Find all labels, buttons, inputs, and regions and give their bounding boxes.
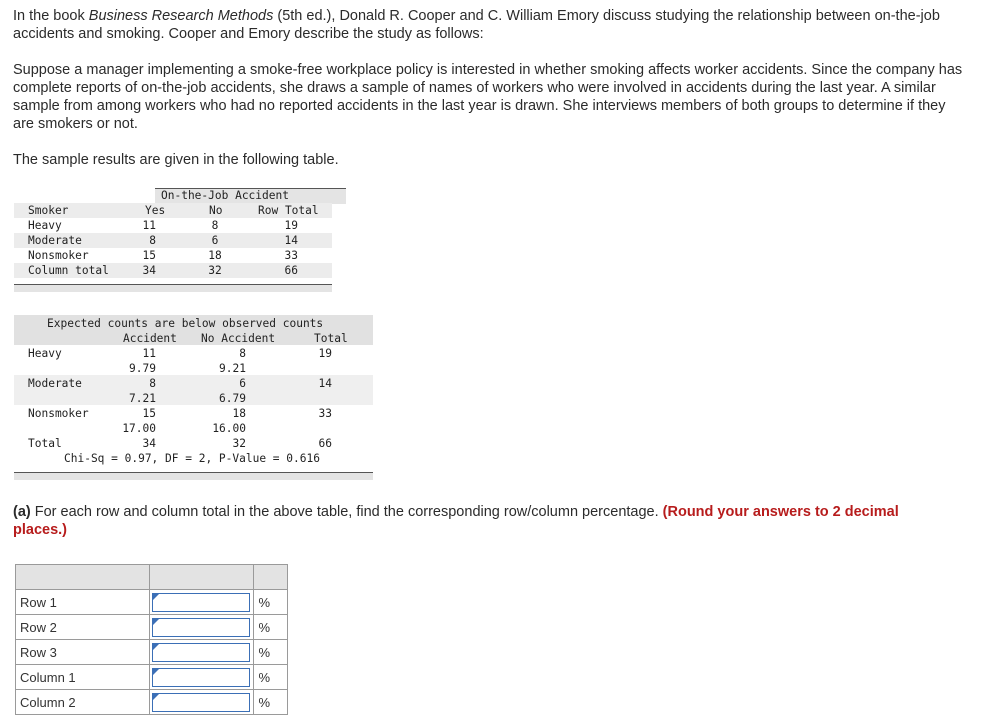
cell-value: 33 [284, 249, 298, 262]
expected-value: 9.21 [219, 362, 246, 375]
column-header: No Accident [201, 332, 276, 345]
total-value: 32 [232, 437, 246, 450]
cell-value: 19 [284, 219, 298, 232]
answer-row [16, 665, 288, 690]
row-label: Total [28, 437, 62, 450]
observed-value: 8 [239, 347, 246, 360]
answer-table [15, 564, 288, 715]
answer-input-column-2[interactable] [152, 693, 250, 712]
expected-counts-table [14, 315, 373, 480]
column-header: No [209, 204, 223, 217]
column-header: Accident [123, 332, 177, 345]
expected-value: 16.00 [212, 422, 246, 435]
total-value: 33 [318, 407, 332, 420]
row-label: Nonsmoker [28, 249, 89, 262]
expected-value: 9.79 [129, 362, 156, 375]
cell-value: 6 [211, 234, 219, 247]
answer-row [16, 590, 288, 615]
observed-value: 18 [232, 407, 246, 420]
input-marker-icon [153, 594, 159, 600]
cell-value: 32 [208, 264, 222, 277]
cell-value: 8 [149, 234, 156, 247]
answer-row [16, 640, 288, 665]
total-value: 34 [142, 437, 156, 450]
answer-table-header [16, 565, 288, 590]
answer-row-label: Row 1 [16, 590, 150, 615]
column-header: Total [314, 332, 348, 345]
observed-value: 8 [149, 377, 156, 390]
column-header: Yes [145, 204, 166, 217]
cell-value: 8 [211, 219, 219, 232]
percent-unit: % [254, 665, 288, 690]
total-value: 14 [318, 377, 332, 390]
total-value: 19 [318, 347, 332, 360]
rounding-instruction: (Round your answers to 2 decimal places.) [13, 504, 899, 538]
cell-value: 18 [208, 249, 222, 262]
cell-value: 11 [142, 219, 156, 232]
row-label: Moderate [28, 377, 82, 390]
table-row [14, 218, 332, 233]
total-value: 66 [318, 437, 332, 450]
cell-value: 66 [284, 264, 298, 277]
observed-value: 15 [142, 407, 156, 420]
question-a [13, 503, 953, 539]
observed-value: 6 [239, 377, 246, 390]
input-marker-icon [153, 619, 159, 625]
answer-row-label: Column 1 [16, 665, 150, 690]
answer-row [16, 690, 288, 715]
answer-input-row-3[interactable] [152, 643, 250, 662]
expected-value: 17.00 [122, 422, 156, 435]
intro-paragraph-2: Suppose a manager implementing a smoke-free workplace policy is interested in whether smoking affects worker accidents. Since the company has complete reports of on-the-job accidents, she draws a sample of names of workers who were involved in accidents during the last year. A similar sample from among workers who had no reported accidents in the last year is drawn. She interviews members of both groups to determine if they are smokers or not. [13, 62, 963, 132]
row-label: Nonsmoker [28, 407, 89, 420]
input-marker-icon [153, 644, 159, 650]
observed-value: 11 [142, 347, 156, 360]
input-marker-icon [153, 694, 159, 700]
table-row [14, 263, 332, 278]
observed-counts-table [14, 188, 332, 292]
table-footer-band [14, 472, 373, 480]
answer-input-column-1[interactable] [152, 668, 250, 687]
answer-row-label: Row 2 [16, 615, 150, 640]
percent-unit: % [254, 590, 288, 615]
row-header: Smoker [28, 204, 69, 217]
intro-text: In the book [13, 8, 89, 24]
answer-row-label: Column 2 [16, 690, 150, 715]
row-label: Heavy [28, 347, 62, 360]
answer-row [16, 615, 288, 640]
table-footer-band [14, 284, 332, 292]
group-header: On-the-Job Accident [161, 189, 289, 202]
intro-paragraph-3: The sample results are given in the following table. [13, 152, 339, 168]
row-band [14, 390, 373, 405]
question-text: For each row and column total in the above table, find the corresponding row/column percentage. [30, 504, 663, 520]
table-header-row [14, 203, 332, 218]
book-title: Business Research Methods [88, 8, 274, 24]
answer-input-row-2[interactable] [152, 618, 250, 637]
expected-value: 7.21 [129, 392, 156, 405]
cell-value: 34 [142, 264, 156, 277]
chi-square-result: Chi-Sq = 0.97, DF = 2, P-Value = 0.616 [64, 452, 320, 465]
question-label: (a) [13, 504, 31, 520]
table-title: Expected counts are below observed counts [47, 317, 324, 330]
percent-unit: % [254, 690, 288, 715]
table-row [14, 248, 332, 263]
row-label: Heavy [28, 219, 62, 232]
intro-paragraph-1 [13, 7, 963, 43]
percent-unit: % [254, 640, 288, 665]
answer-input-row-1[interactable] [152, 593, 250, 612]
intro-text: (5th ed.), Donald R. Cooper and C. William Emory discuss studying the relationship between on-the-job accidents and smoking. Cooper and Emory describe the study as follows: [13, 8, 940, 42]
row-label: Column total [28, 264, 109, 277]
row-label: Moderate [28, 234, 82, 247]
input-marker-icon [153, 669, 159, 675]
table-row [14, 233, 332, 248]
cell-value: 14 [284, 234, 298, 247]
cell-value: 15 [142, 249, 156, 262]
answer-row-label: Row 3 [16, 640, 150, 665]
percent-unit: % [254, 615, 288, 640]
expected-value: 6.79 [219, 392, 246, 405]
column-header: Row Total [258, 204, 319, 217]
